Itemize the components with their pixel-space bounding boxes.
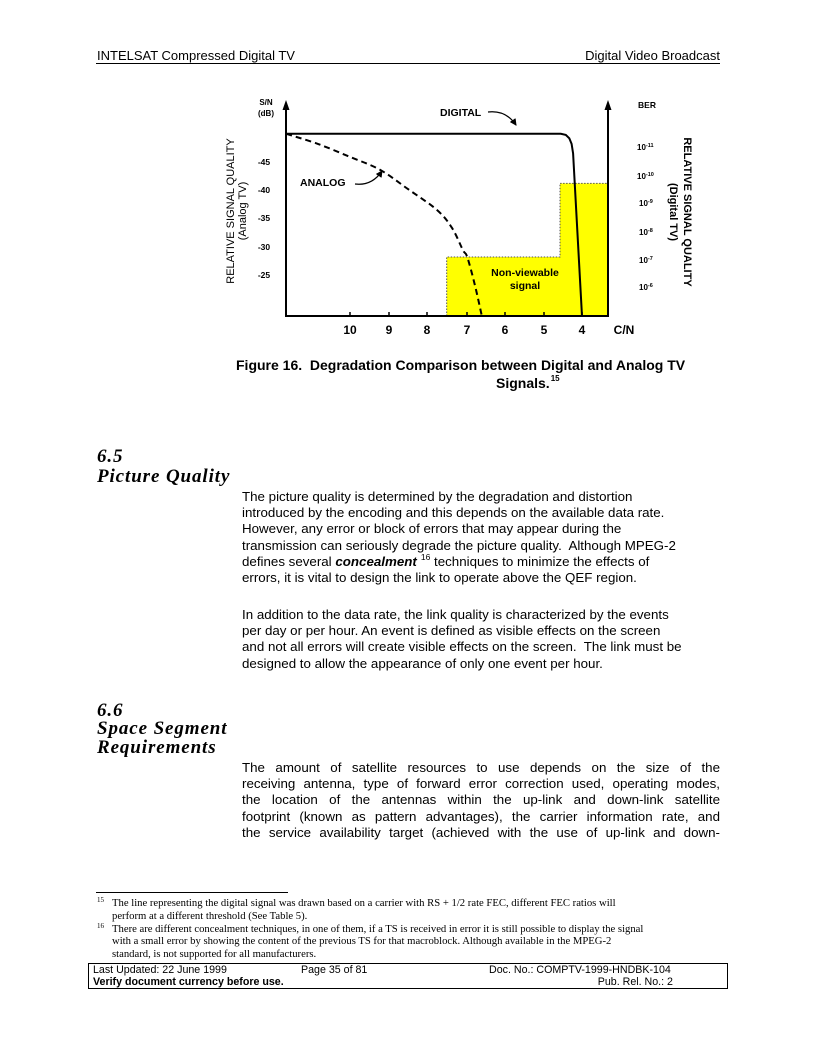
x-tick-label: 7 xyxy=(463,323,471,337)
paragraph-line: In addition to the data rate, the link quality is characterized by the events xyxy=(242,607,669,622)
footer-row-2 xyxy=(89,976,727,988)
x-tick-label: 10 xyxy=(343,323,357,337)
ber-exponent: -6 xyxy=(647,283,653,289)
paragraph-line: errors, it is vital to design the link to operate above the QEF region. xyxy=(242,569,637,585)
footnote-line: The line representing the digital signal was drawn based on a carrier with RS + 1/2 rate FEC, different FEC ratios will xyxy=(112,897,616,909)
line-text: techniques to minimize the effects of xyxy=(430,553,650,569)
footnote-16 xyxy=(97,923,720,961)
currency-notice: Verify document currency before use. xyxy=(93,976,284,988)
non-viewable-region xyxy=(447,183,608,316)
footnote-number: 16 xyxy=(97,921,104,930)
right-y-tick-label xyxy=(637,143,654,152)
x-tick-label: 6 xyxy=(501,323,509,337)
x-tick-label: 8 xyxy=(423,323,431,337)
figure-caption-text: Signals. xyxy=(496,375,550,391)
footnote-15 xyxy=(97,897,720,923)
paragraph-line: The amount of satellite resources to use depends on the size of the xyxy=(242,760,720,775)
left-axis-title: RELATIVE SIGNAL QUALITY xyxy=(225,138,237,284)
header-document-title: INTELSAT Compressed Digital TV xyxy=(97,48,295,63)
document-number: Doc. No.: COMPTV-1999-HNDBK-104 xyxy=(489,964,671,976)
digital-series-label: DIGITAL xyxy=(440,107,482,119)
left-axis-unit-db: (dB) xyxy=(258,109,274,118)
section-number: 6.5 xyxy=(97,446,124,467)
analog-series-label: ANALOG xyxy=(300,177,346,189)
footnote-line: standard, is not supported for all manufacturers. xyxy=(112,948,317,961)
right-axis-unit-ber: BER xyxy=(638,100,656,110)
non-viewable-label-line2: signal xyxy=(509,280,541,292)
analog-pointer-arrow-icon xyxy=(355,171,382,184)
right-y-tick-label xyxy=(639,199,653,208)
last-updated: Last Updated: 22 June 1999 xyxy=(93,964,227,976)
x-tick-label: 4 xyxy=(578,323,586,337)
right-y-tick-label xyxy=(637,172,654,181)
footnote-separator xyxy=(96,892,288,893)
ber-base: 10 xyxy=(637,143,646,152)
ber-base: 10 xyxy=(639,199,648,208)
footnote-number: 15 xyxy=(97,896,104,904)
paragraph-line: the service availability target (achieved with the use of up-link and down- xyxy=(242,824,720,840)
degradation-comparison-chart xyxy=(200,90,720,345)
page-footer xyxy=(88,963,728,989)
ber-base: 10 xyxy=(639,283,648,292)
paragraph-line: However, any error or block of errors that may appear during the xyxy=(242,521,622,537)
x-axis-title: C/N xyxy=(613,323,635,337)
line-text: defines several xyxy=(242,553,336,569)
ber-exponent: -11 xyxy=(645,143,654,149)
right-y-tick-label xyxy=(639,283,653,292)
ber-base: 10 xyxy=(639,228,648,237)
right-y-tick-label xyxy=(639,228,653,237)
digital-pointer-arrow-icon xyxy=(488,112,516,125)
paragraph-space-segment xyxy=(242,760,720,841)
footnote-line: There are different concealment techniques, in one of them, if a TS is received in error it is still possible to display the signal xyxy=(112,922,644,935)
paragraph-line: receiving antenna, type of forward error correction used, operating modes, xyxy=(242,776,720,792)
left-y-tick-label: -35 xyxy=(257,213,271,223)
left-y-tick-label: -45 xyxy=(257,157,271,167)
figure-caption-line2 xyxy=(496,375,560,394)
ber-exponent: -9 xyxy=(647,199,653,205)
ber-base: 10 xyxy=(639,256,648,265)
footnote-line: perform at a different threshold (See Table 5). xyxy=(112,909,308,922)
non-viewable-label-line1: Non-viewable xyxy=(491,267,559,279)
paragraph-line: footprint (known as pattern advantages), the carrier information rate, and xyxy=(242,808,720,824)
left-y-tick-label: -40 xyxy=(257,185,271,195)
footer-row-1 xyxy=(89,964,727,976)
paragraph-line: transmission can seriously degrade the picture quality. Although MPEG-2 xyxy=(242,537,676,553)
right-axis-title: RELATIVE SIGNAL QUALITY xyxy=(681,137,693,287)
page-header xyxy=(96,48,720,64)
left-y-tick-label: -30 xyxy=(257,242,271,252)
paragraph-picture-quality-2 xyxy=(242,607,720,672)
publication-release-number: Pub. Rel. No.: 2 xyxy=(597,976,673,988)
left-y-tick-label: -25 xyxy=(257,270,271,280)
footnote-ref-15: 15 xyxy=(550,374,560,383)
page-number: Page 35 of 81 xyxy=(301,964,368,976)
paragraph-line: The picture quality is determined by the degradation and distortion xyxy=(242,489,633,504)
section-number: 6.6 xyxy=(97,700,124,721)
right-axis-arrow-icon xyxy=(605,100,612,110)
ber-base: 10 xyxy=(637,172,646,181)
paragraph-line: per day or per hour. An event is defined as visible effects on the screen xyxy=(242,623,661,639)
left-axis-arrow-icon xyxy=(283,100,290,110)
footnote-line: with a small error by showing the content of the previous TS for that macroblock. Although available in the MPEG-2 xyxy=(112,935,612,948)
left-axis-unit-sn: S/N xyxy=(259,98,273,107)
paragraph-line: designed to allow the appearance of only one event per hour. xyxy=(242,655,603,671)
paragraph-line: the location of the antennas within the up-link and down-link satellite xyxy=(242,792,720,808)
paragraph-line: introduced by the encoding and this depends on the available data rate. xyxy=(242,505,665,521)
right-y-tick-label xyxy=(639,256,653,265)
left-axis-subtitle: (Analog TV) xyxy=(237,181,249,241)
ber-exponent: -8 xyxy=(647,228,653,234)
right-axis-subtitle: (Digital TV) xyxy=(667,182,679,242)
header-section-title: Digital Video Broadcast xyxy=(585,48,720,63)
section-title: Picture Quality xyxy=(97,466,231,487)
x-tick-label: 9 xyxy=(385,323,393,337)
paragraph-line xyxy=(242,551,720,570)
section-title-line1: Space Segment xyxy=(97,718,228,739)
paragraph-line: and not all errors will create visible effects on the screen. The link must be xyxy=(242,639,682,655)
footnote-ref-16: 16 xyxy=(420,551,431,562)
figure-caption-line1: Figure 16. Degradation Comparison between Digital and Analog TV xyxy=(236,357,686,373)
paragraph-picture-quality-1 xyxy=(242,489,720,586)
x-tick-label: 5 xyxy=(540,323,548,337)
ber-exponent: -10 xyxy=(645,172,654,178)
ber-exponent: -7 xyxy=(647,256,653,262)
section-title-line2: Requirements xyxy=(97,737,217,758)
emphasized-term: concealment xyxy=(335,553,417,569)
